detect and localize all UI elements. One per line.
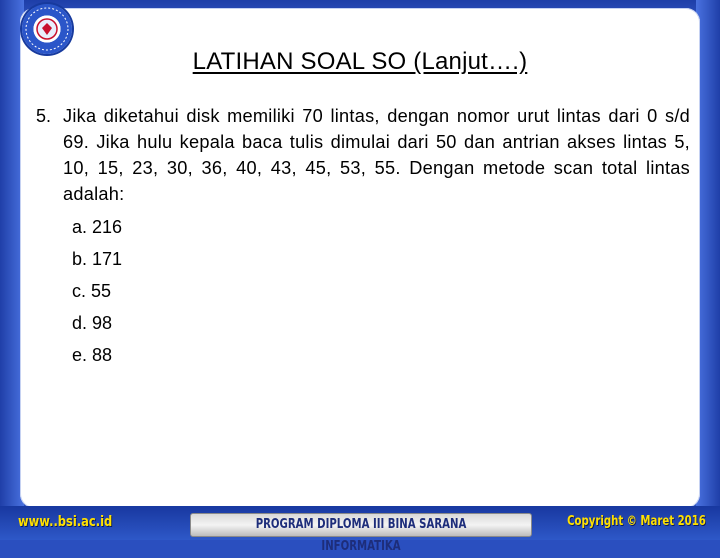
option-a: a. 216 [72,217,123,237]
footer-copyright: Copyright © Maret 2016 [567,514,706,529]
option-d: d. 98 [72,313,113,333]
footer-program-text: PROGRAM DIPLOMA III BINA SARANA INFORMATIKA [255,517,467,554]
option-b: b. 171 [72,249,123,269]
question-number: 5. [36,106,52,126]
question-text: Jika diketahui disk memiliki 70 lintas, dengan nomor urut lintas dari 0 s/d 69. Jika hulu kepala baca tulis dimulai dari 50 dan antrian akses lintas 5, 10, 15, 23, 30, 36, 40, 43, 45, 53, 55. Dengan metode scan total lintas adalah: [63,106,690,204]
option-e: e. 88 [72,345,113,365]
footer-program-banner [190,513,532,554]
footer-bar [0,506,720,554]
answer-options [72,211,690,371]
page-title: LATIHAN SOAL SO (Lanjut….) [192,48,528,75]
question-block [36,103,690,371]
option-c: c. 55 [72,281,112,301]
footer-website: www..bsi.ac.id [18,514,113,530]
bsi-logo-icon [22,4,72,54]
